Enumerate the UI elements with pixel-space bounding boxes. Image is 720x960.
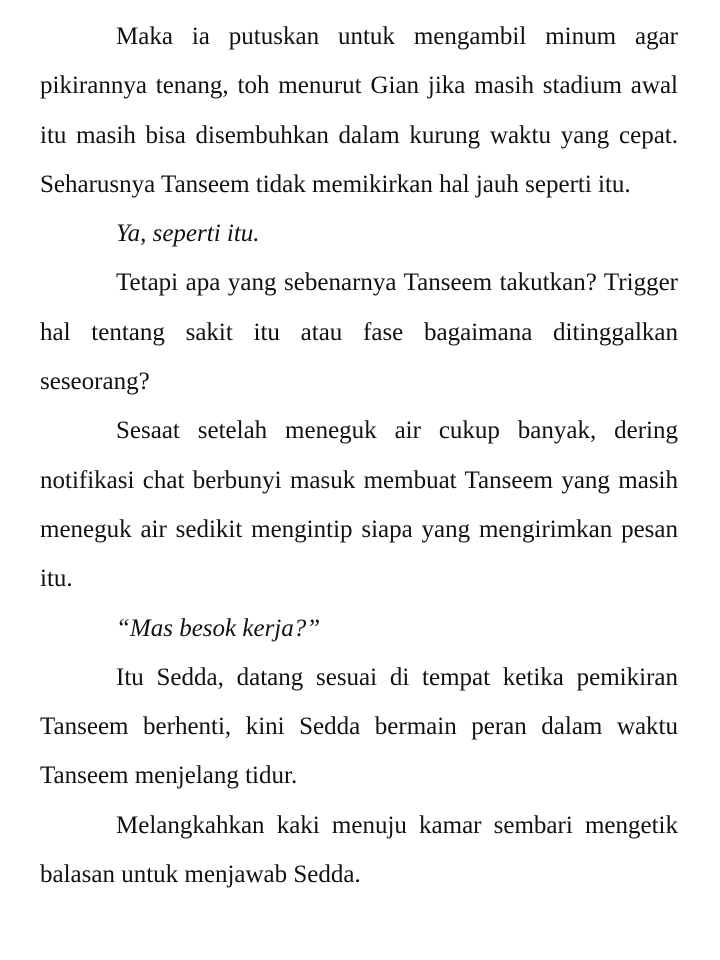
- italic-paragraph: Ya, seperti itu.: [116, 220, 260, 248]
- paragraph: Maka ia putuskan untuk mengambil minum agar pikirannya tenang, toh menurut Gian jika masih stadium awal itu masih bisa disembuhkan dalam kurung waktu yang cepat. Seharusnya Tanseem tidak memikirkan hal jauh seperti itu.: [40, 23, 678, 198]
- chat-message-quote: “Mas besok kerja?”: [116, 614, 321, 642]
- paragraph: Sesaat setelah meneguk air cukup banyak, dering notifikasi chat berbunyi masuk membuat Tanseem yang masih meneguk air sedikit mengintip siapa yang mengirimkan pesan itu.: [40, 417, 678, 593]
- paragraph: Itu Sedda, datang sesuai di tempat ketika pemikiran Tanseem berhenti, kini Sedda bermain peran dalam waktu Tanseem menjelang tidur.: [40, 663, 678, 790]
- paragraph: Melangkahkan kaki menuju kamar sembari mengetik balasan untuk menjawab Sedda.: [40, 811, 678, 889]
- paragraph: Tetapi apa yang sebenarnya Tanseem takutkan? Trigger hal tentang sakit itu atau fase bagaimana ditinggalkan seseorang?: [40, 269, 678, 396]
